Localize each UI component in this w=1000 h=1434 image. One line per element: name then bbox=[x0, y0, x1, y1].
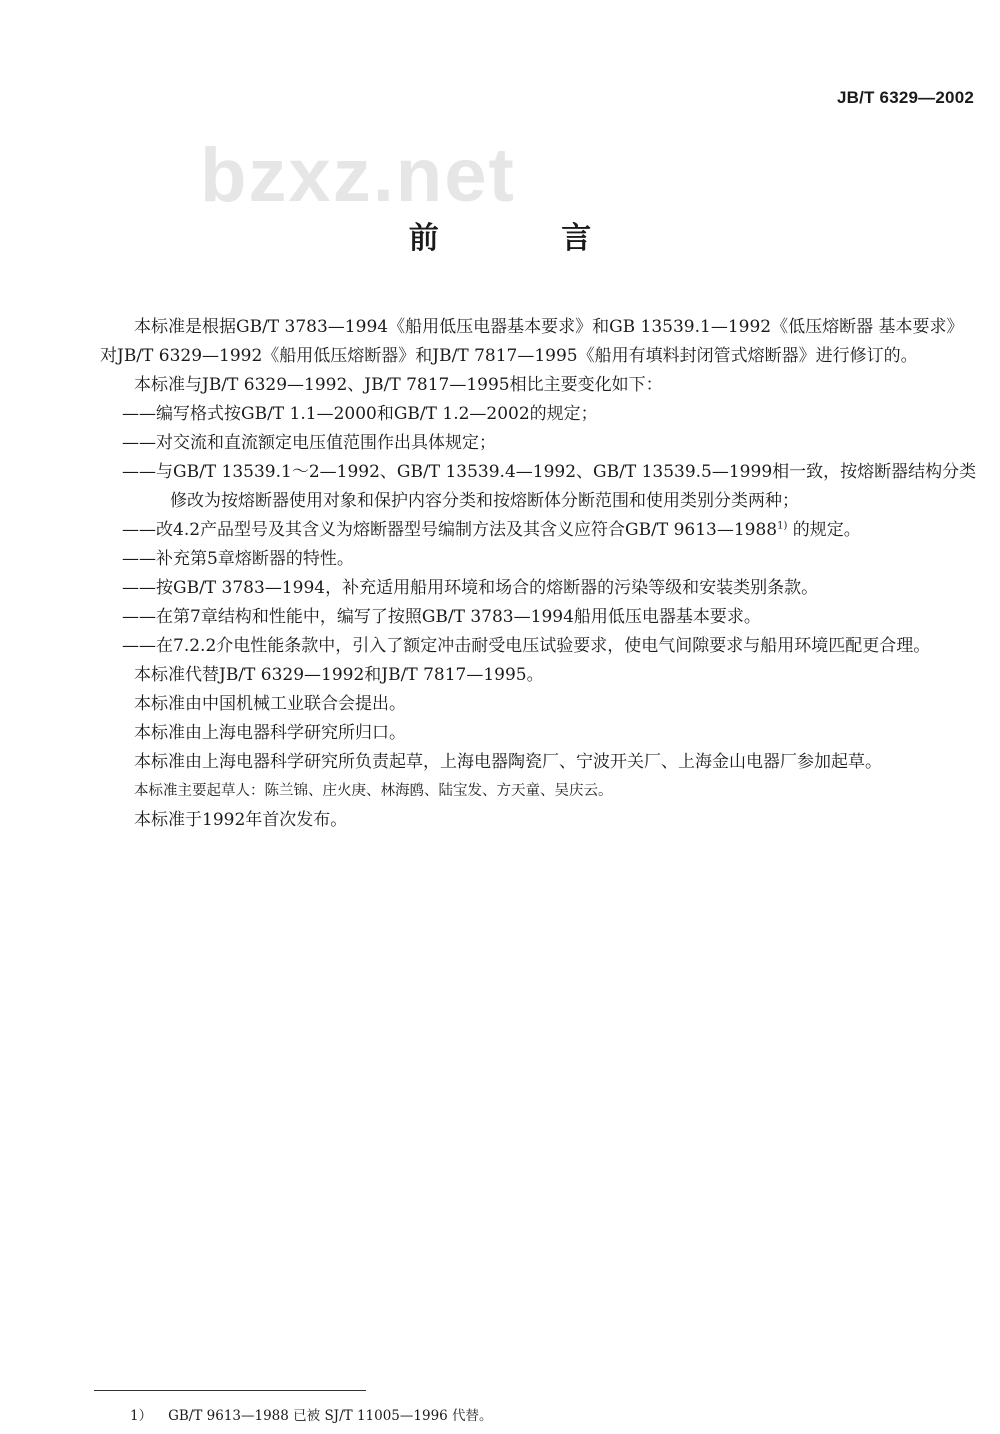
change-item: ——编写格式按GB/T 1.1—2000和GB/T 1.2—2002的规定； bbox=[122, 404, 598, 424]
change-item: ——在7.2.2介电性能条款中，引入了额定冲击耐受电压试验要求，使电气间隙要求与船用环境匹配更合理。 bbox=[122, 636, 931, 656]
standard-code: JB/T 6329—2002 bbox=[837, 88, 974, 107]
change-item: ——对交流和直流额定电压值范围作出具体规定； bbox=[122, 433, 496, 453]
page-title: 前 言 bbox=[408, 221, 648, 256]
replaces-paragraph: 本标准代替JB/T 6329—1992和JB/T 7817—1995。 bbox=[134, 665, 544, 685]
watermark: bzxz.net bbox=[200, 133, 516, 218]
footnote bbox=[130, 1404, 493, 1424]
first-published-paragraph: 本标准于1992年首次发布。 bbox=[134, 810, 348, 830]
change-item-tail: 的规定。 bbox=[792, 520, 861, 540]
footnote-reference: 1) bbox=[777, 520, 788, 532]
change-item-with-footnote bbox=[100, 516, 980, 545]
intro-paragraph: 本标准是根据GB/T 3783—1994《船用低压电器基本要求》和GB 13539.1—1992《低压熔断器 基本要求》对JB/T 6329—1992《船用低压熔断器》和JB/T 7817—1995《船用有填料封闭管式熔断器》进行修订的。 bbox=[100, 317, 964, 366]
centralized-by-paragraph: 本标准由上海电器科学研究所归口。 bbox=[134, 723, 406, 743]
document-body bbox=[100, 313, 980, 835]
footnote-mark: 1） bbox=[130, 1408, 153, 1424]
change-item: ——按GB/T 3783—1994，补充适用船用环境和场合的熔断器的污染等级和安装类别条款。 bbox=[122, 578, 819, 598]
changes-intro: 本标准与JB/T 6329—1992、JB/T 7817—1995相比主要变化如下： bbox=[134, 375, 663, 395]
change-item: ——与GB/T 13539.1～2—1992、GB/T 13539.4—1992、GB/T 13539.5—1999相一致，按熔断器结构分类修改为按熔断器使用对象和保护内容分类和按熔断体分断范围和使用类别分类两种； bbox=[122, 462, 977, 511]
proposed-by-paragraph: 本标准由中国机械工业联合会提出。 bbox=[134, 694, 406, 714]
change-item: ——在第7章结构和性能中，编写了按照GB/T 3783—1994船用低压电器基本要求。 bbox=[122, 607, 761, 627]
footnote-text: GB/T 9613—1988 已被 SJ/T 11005—1996 代替。 bbox=[168, 1408, 493, 1424]
change-item: ——补充第5章熔断器的特性。 bbox=[122, 549, 354, 569]
footnote-divider bbox=[94, 1390, 366, 1391]
change-item-text: ——改4.2产品型号及其含义为熔断器型号编制方法及其含义应符合GB/T 9613—1988 bbox=[122, 520, 778, 540]
drafted-by-paragraph: 本标准由上海电器科学研究所负责起草，上海电器陶瓷厂、宁波开关厂、上海金山电器厂参加起草。 bbox=[134, 752, 882, 772]
drafters-paragraph: 本标准主要起草人：陈兰锦、庄火庚、林海鸥、陆宝发、方天童、吴庆云。 bbox=[134, 783, 613, 799]
